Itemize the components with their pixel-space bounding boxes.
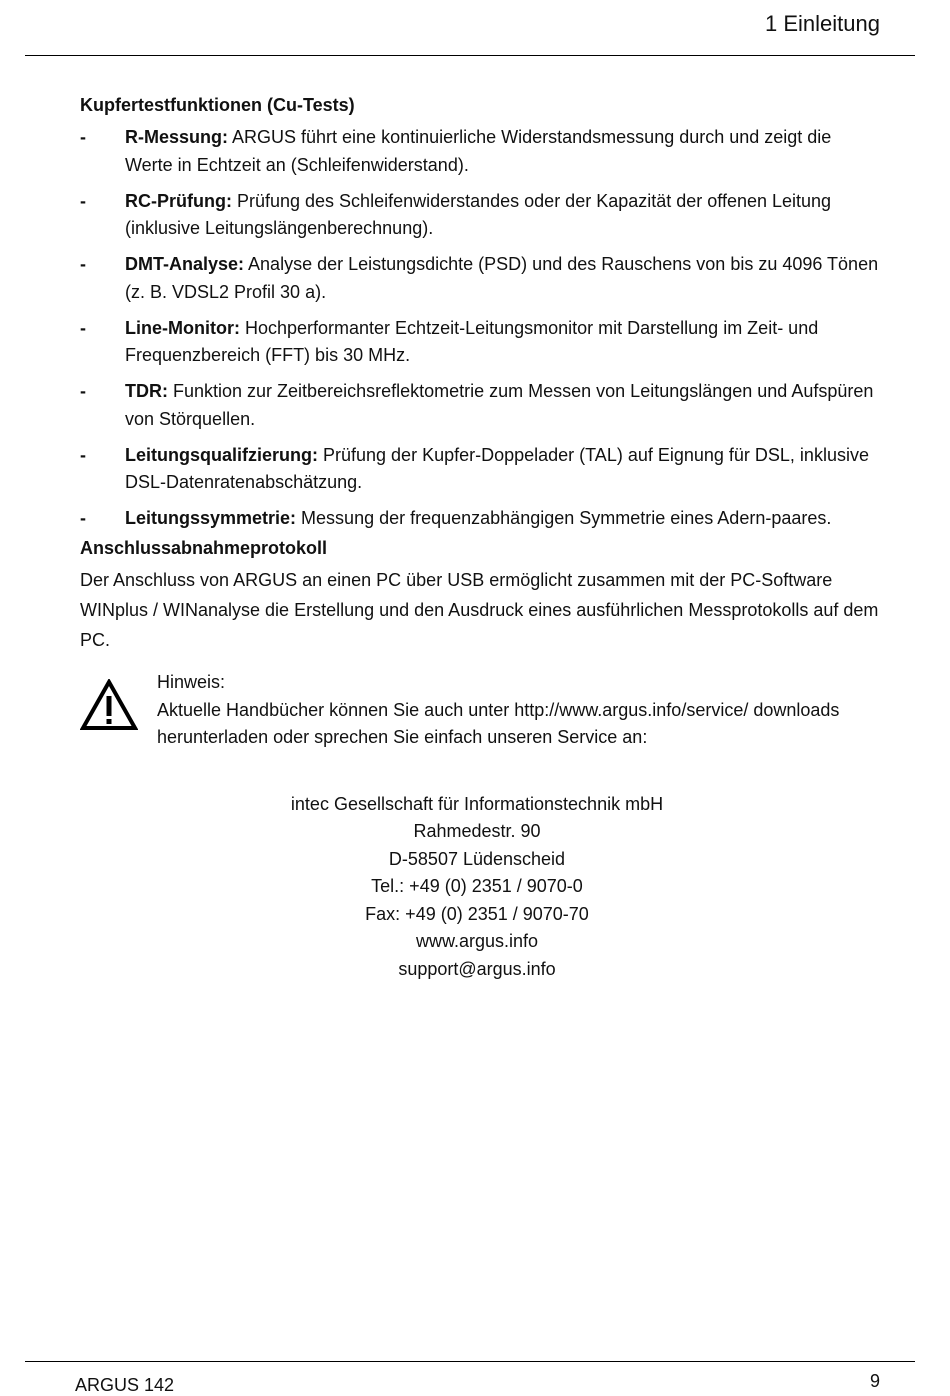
item-text: Funktion zur Zeitbereichsreflektometrie zum Messen von Leitungslängen und Aufspüren von Störquellen.	[125, 381, 874, 429]
address-web: www.argus.info	[415, 931, 539, 951]
page-content	[80, 92, 880, 983]
note-label: Hinweis:	[157, 672, 226, 692]
item-text: Prüfung des Schleifenwiderstandes oder der Kapazität der offenen Leitung (inklusive Leitungslängenberechnung).	[125, 190, 832, 238]
address-fax: Fax: +49 (0) 2351 / 9070-70	[365, 903, 589, 924]
list-item	[80, 251, 880, 306]
note-text: Aktuelle Handbücher können Sie auch unter http://www.argus.info/service/ downloads herunterladen oder sprechen Sie einfach unseren Service an:	[157, 699, 840, 747]
address-company: intec Gesellschaft für Informationstechnik mbH	[290, 793, 664, 814]
list-dash: -	[80, 254, 86, 274]
item-text: Prüfung der Kupfer-Doppelader (TAL) auf Eignung für DSL, inklusive DSL-Datenratenabschätzung.	[125, 444, 869, 492]
item-text: Analyse der Leistungsdichte (PSD) und des Rauschens von bis zu 4096 Tönen (z. B. VDSL2 Profil 30 a).	[125, 254, 879, 302]
footer-product-name: ARGUS 142	[75, 1375, 175, 1395]
list-item	[80, 505, 880, 533]
item-text: Messung der frequenzabhängigen Symmetrie eines Adern-paares.	[296, 508, 832, 528]
list-dash: -	[80, 190, 86, 211]
section-heading-protocol: Anschlussabnahmeprotokoll	[80, 538, 328, 558]
list-dash: -	[80, 444, 86, 465]
page-header-title: 1 Einleitung	[765, 11, 880, 36]
section-heading-cu-tests: Kupfertestfunktionen (Cu-Tests)	[80, 95, 355, 115]
address-city: D-58507 Lüdenscheid	[388, 848, 566, 869]
list-item	[80, 124, 880, 179]
item-term: R-Messung:	[125, 127, 228, 147]
address-email: support@argus.info	[398, 958, 556, 979]
list-dash: -	[80, 381, 86, 401]
item-term: Leitungssymmetrie:	[125, 508, 297, 528]
footer-page-number: 9	[869, 1371, 880, 1391]
address-phone: Tel.: +49 (0) 2351 / 9070-0	[371, 876, 583, 896]
address-street: Rahmedestr. 90	[413, 821, 541, 841]
list-item	[80, 378, 880, 433]
item-term: DMT-Analyse:	[125, 254, 245, 274]
section-protocol	[80, 535, 880, 655]
item-text: Hochperformanter Echtzeit-Leitungsmonitor mit Darstellung im Zeit- und Frequenzbereich (FFT) bis 30 MHz.	[125, 317, 819, 365]
list-item	[80, 188, 880, 243]
list-item	[80, 442, 880, 497]
cu-test-list	[80, 124, 880, 533]
list-dash: -	[80, 127, 86, 147]
item-term: Leitungsqualifzierung:	[125, 444, 318, 465]
list-dash: -	[80, 317, 86, 338]
item-term: TDR:	[125, 381, 168, 401]
footer-divider	[25, 1361, 915, 1362]
list-dash: -	[80, 508, 86, 528]
protocol-paragraph: Der Anschluss von ARGUS an einen PC über USB ermöglicht zusammen mit der PC-Software WINplus / WINanalyse die Erstellung und den Ausdruck eines ausführlichen Messprotokolls auf dem PC.	[80, 570, 879, 650]
item-term: RC-Prüfung:	[125, 190, 232, 211]
warning-triangle-icon	[80, 679, 138, 731]
list-item	[80, 315, 880, 370]
note-box	[80, 669, 880, 752]
contact-address	[80, 791, 874, 984]
header-divider	[25, 55, 915, 56]
item-term: Line-Monitor:	[125, 317, 240, 338]
item-text: ARGUS führt eine kontinuierliche Widerstandsmessung durch und zeigt die Werte in Echtzeit an (Schleifenwiderstand).	[125, 127, 832, 175]
